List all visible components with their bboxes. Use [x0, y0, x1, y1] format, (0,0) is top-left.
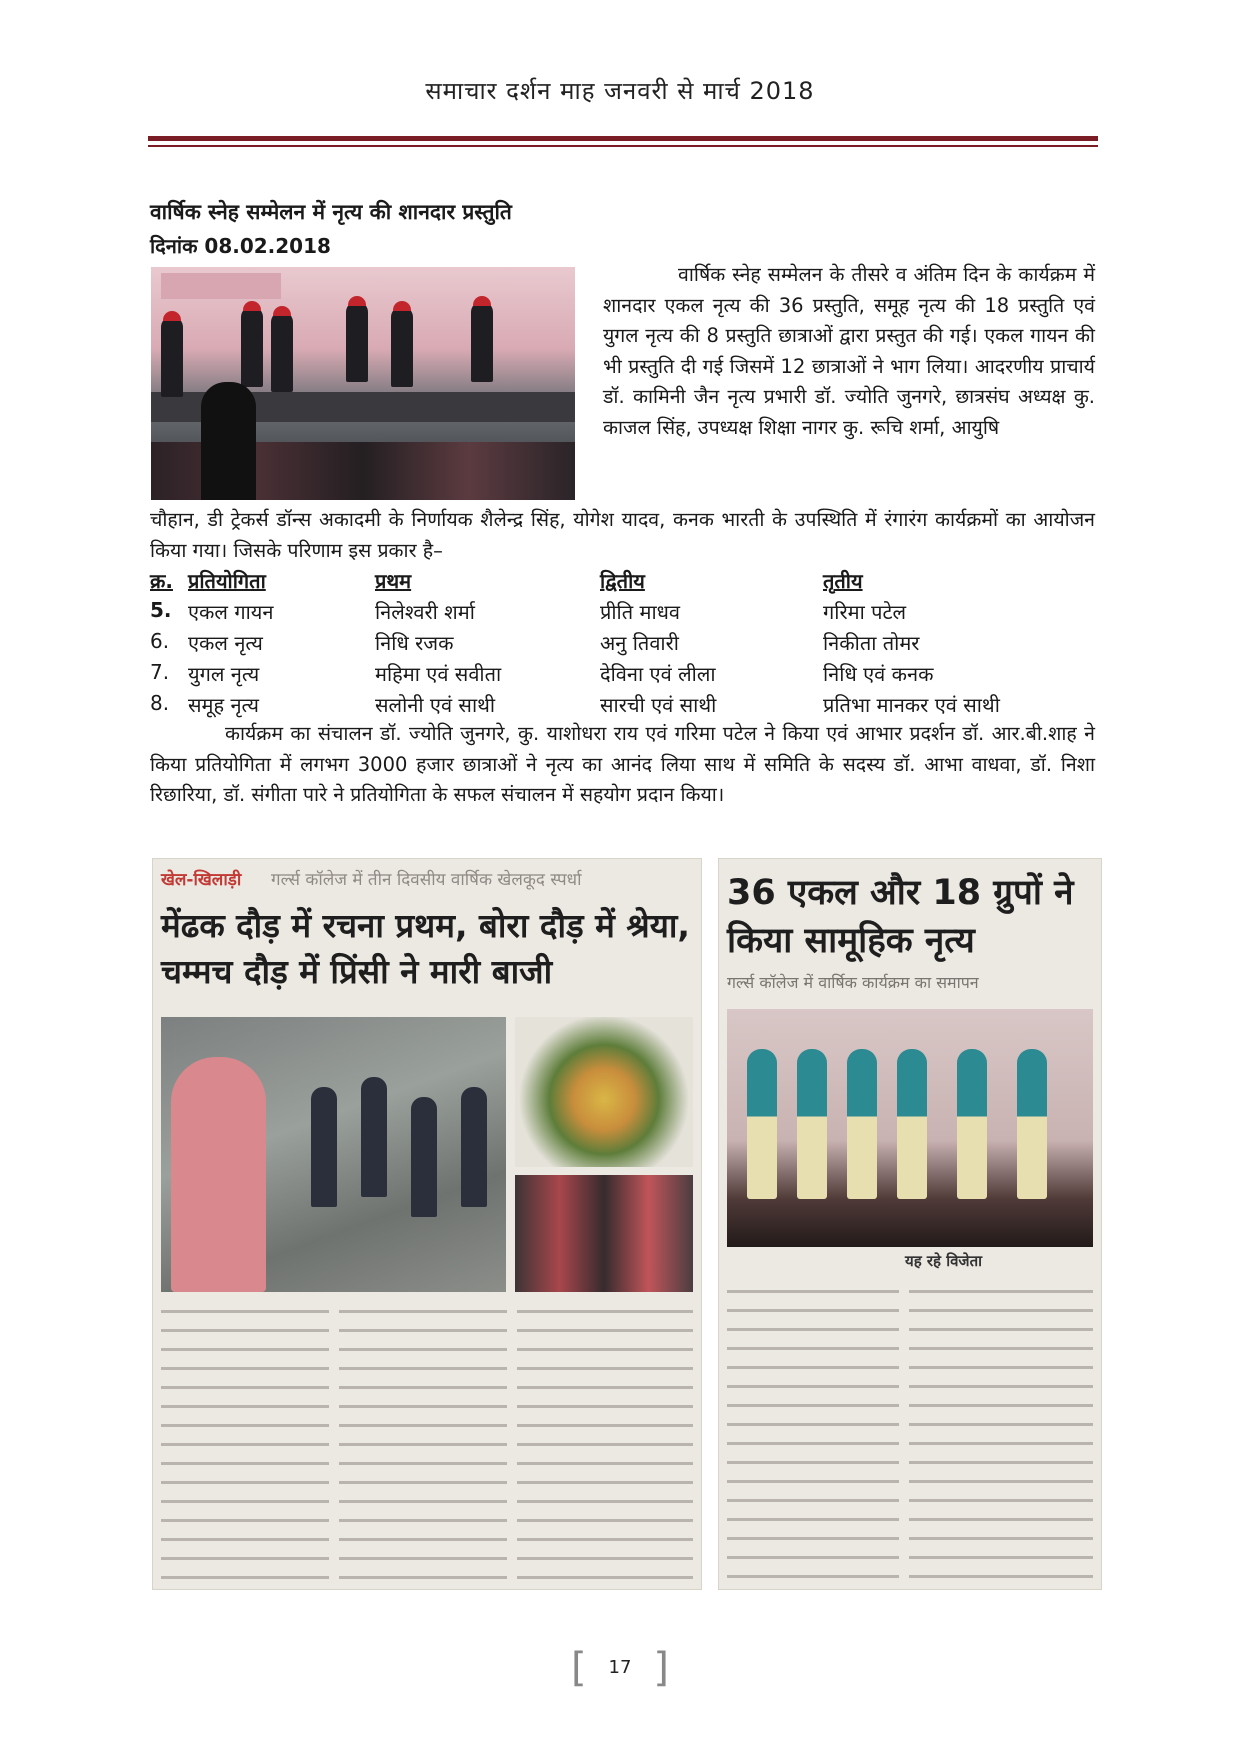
photo-dancer-cap	[243, 301, 261, 311]
page-number-bracket-left: [	[571, 1645, 587, 1691]
photo-dancer	[797, 1049, 827, 1199]
clipping-headline: मेंढक दौड़ में रचना प्रथम, बोरा दौड़ में श्रेया, चम्मच दौड़ में प्रिंसी ने मारी बाजी	[161, 906, 690, 991]
photo-dancer-cap	[473, 296, 491, 306]
article-paragraph-3-text: कार्यक्रम का संचालन डॉ. ज्योति जुनगरे, कु. याशोधरा राय एवं गरिमा पटेल ने किया एवं आभार प्रदर्शन डॉ. आर.बी.शाह ने किया प्रतियोगिता में लगभग 3000 हजार छात्राओं ने नृत्य का आनंद लिया साथ में समिति के सदस्य डॉ. आभा वाधवा, डॉ. निशा रिछारिया, डॉ. संगीता पारे ने प्रतियोगिता के सफल संचालन में सहयोग प्रदान किया।	[150, 722, 1095, 806]
photo-runner	[361, 1077, 387, 1197]
results-competition: युगल नृत्य	[188, 662, 260, 686]
clipping-kicker: खेल-खिलाड़ी	[161, 870, 242, 890]
results-row	[150, 629, 1095, 660]
results-third: निकीता तोमर	[823, 631, 920, 655]
results-third: निधि एवं कनक	[823, 662, 934, 686]
clipping-column-text	[909, 1279, 1093, 1581]
clipping-kicker-rest: गर्ल्स कॉलेज में तीन दिवसीय वार्षिक खेलकूद स्पर्धा	[271, 870, 582, 890]
newspaper-clipping-dance	[718, 858, 1102, 1590]
photo-dancer	[471, 302, 493, 382]
results-table	[150, 567, 1095, 722]
results-second: देविना एवं लीला	[600, 662, 716, 686]
photo-dancer	[957, 1049, 987, 1199]
clipping-photo-group-dance	[727, 1009, 1093, 1247]
newspaper-clipping-sports	[152, 858, 702, 1590]
article-headline: वार्षिक स्नेह सम्मेलन में नृत्य की शानदार प्रस्तुति	[150, 200, 512, 224]
results-second: सारची एवं साथी	[600, 693, 717, 717]
results-third: प्रतिभा मानकर एवं साथी	[823, 693, 1000, 717]
clipping-column-text	[517, 1299, 693, 1581]
photo-runner	[461, 1087, 487, 1207]
clipping-column-text	[339, 1299, 507, 1581]
photo-dancer-cap	[348, 296, 366, 306]
header-rule-thick	[148, 136, 1098, 141]
dance-stage-photo	[151, 267, 575, 500]
results-row	[150, 598, 1095, 629]
results-header-competition: प्रतियोगिता	[188, 569, 266, 593]
results-header-first: प्रथम	[375, 569, 412, 593]
page-header-title: समाचार दर्शन माह जनवरी से मार्च 2018	[425, 77, 815, 105]
results-header-sn: क्र.	[150, 569, 173, 593]
clipping-photo-students	[515, 1175, 693, 1292]
results-sn: 7.	[150, 660, 170, 684]
results-competition: एकल गायन	[188, 600, 274, 624]
page-number: 17	[608, 1657, 632, 1678]
clipping-headline: 36 एकल और 18 ग्रुपों ने किया सामूहिक नृत्य	[727, 873, 1074, 961]
photo-dancer	[271, 312, 293, 392]
clipping-column-text	[727, 1279, 899, 1581]
photo-dancer	[897, 1049, 927, 1199]
photo-dancer	[161, 317, 183, 397]
results-header-row	[150, 567, 1095, 598]
photo-girl	[171, 1057, 266, 1292]
photo-dancer-cap	[273, 306, 291, 316]
results-header-third: तृतीय	[823, 569, 863, 593]
article-date: दिनांक 08.02.2018	[150, 234, 331, 258]
photo-dancer	[1017, 1049, 1047, 1199]
clipping-subheadline: गर्ल्स कॉलेज में वार्षिक कार्यक्रम का समापन	[727, 973, 979, 992]
photo-dancer	[346, 302, 368, 382]
clipping-photo-decoration	[515, 1017, 693, 1167]
results-competition: समूह नृत्य	[188, 693, 259, 717]
results-row	[150, 660, 1095, 691]
results-second: प्रीति माधव	[600, 600, 681, 624]
photo-cameraman	[201, 382, 256, 500]
page-number-bracket-right: ]	[653, 1645, 669, 1691]
page-number-box	[567, 1646, 673, 1690]
photo-dancer	[847, 1049, 877, 1199]
photo-runner	[411, 1097, 437, 1217]
results-first: महिमा एवं सवीता	[375, 662, 502, 686]
article-paragraph-2	[150, 505, 1095, 566]
clipping-photo-race	[161, 1017, 506, 1292]
photo-dancer-cap	[163, 311, 181, 321]
article-paragraph-1-text: वार्षिक स्नेह सम्मेलन के तीसरे व अंतिम दिन के कार्यक्रम में शानदार एकल नृत्य की 36 प्रस्तुति, समूह नृत्य की 18 प्रस्तुति एवं युगल नृत्य की 8 प्रस्तुति छात्राओं द्वारा प्रस्तुत की गई। एकल गायन की भी प्रस्तुति दी गई जिसमें 12 छात्राओं ने भाग लिया। आदरणीय प्राचार्य डॉ. कामिनी जैन नृत्य प्रभारी डॉ. ज्योति जुनगरे, छात्रसंघ अध्यक्ष कु. काजल सिंह, उपध्यक्ष शिक्षा नागर कु. रूचि शर्मा, आयुषि	[603, 263, 1095, 439]
photo-dancer	[241, 307, 263, 387]
photo-dancer	[391, 307, 413, 387]
results-sn: 8.	[150, 691, 170, 715]
results-first: निधि रजक	[375, 631, 454, 655]
photo-banner	[161, 273, 281, 299]
results-third: गरिमा पटेल	[823, 600, 907, 624]
results-sn: 6.	[150, 629, 170, 653]
results-competition: एकल नृत्य	[188, 631, 263, 655]
results-header-second: द्वितीय	[600, 569, 645, 593]
results-row	[150, 691, 1095, 722]
clipping-column-text	[161, 1299, 329, 1581]
article-paragraph-1	[603, 260, 1095, 443]
header-rule-thin	[148, 145, 1098, 147]
clipping-winners-label: यह रहे विजेता	[905, 1252, 982, 1270]
photo-dancer-cap	[393, 301, 411, 311]
results-first: सलोनी एवं साथी	[375, 693, 496, 717]
photo-runner	[311, 1087, 337, 1207]
results-second: अनु तिवारी	[600, 631, 679, 655]
results-sn: 5.	[150, 598, 172, 622]
article-paragraph-2-text: चौहान, डी ट्रेकर्स डॉन्स अकादमी के निर्णायक शैलेन्द्र सिंह, योगेश यादव, कनक भारती के उपस्थिति में रंगारंग कार्यक्रमों का आयोजन किया गया। जिसके परिणाम इस प्रकार है–	[150, 508, 1095, 562]
article-paragraph-3	[150, 719, 1095, 811]
results-first: निलेश्वरी शर्मा	[375, 600, 475, 624]
photo-dancer	[747, 1049, 777, 1199]
